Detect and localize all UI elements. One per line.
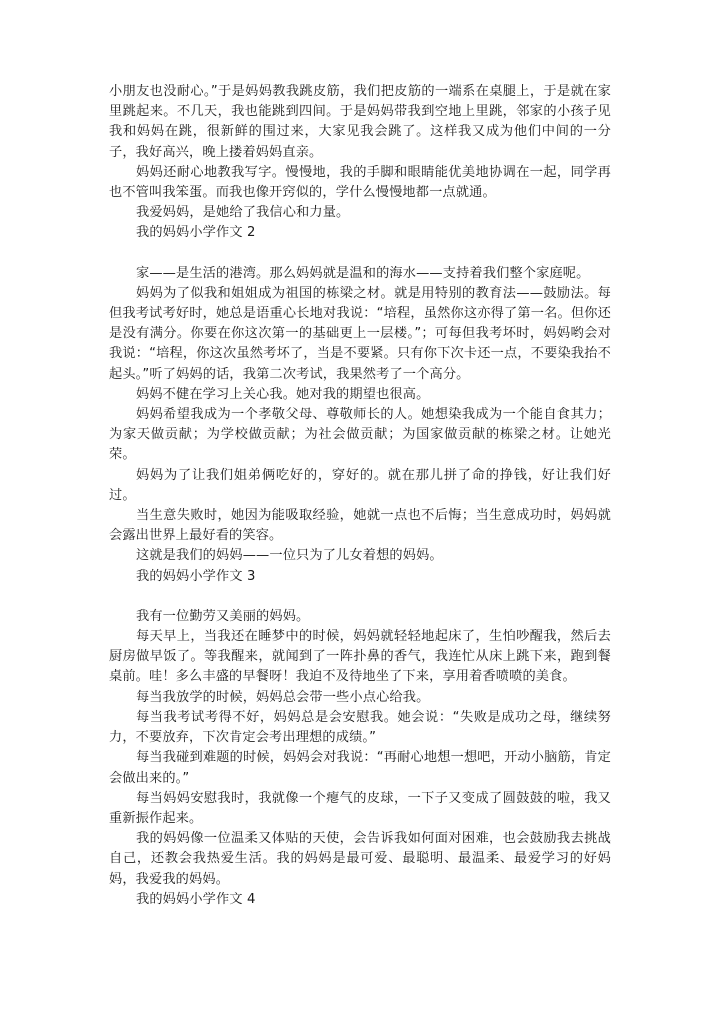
paragraph: 小朋友也没耐心。”于是妈妈教我跳皮筋，我们把皮筋的一端系在桌腿上，于是就在家里跳起来。不几天，我也能跳到四间。于是妈妈带我到空地上里跳，邻家的小孩子见我和妈妈在跳，很新鲜的围过来，大家见我会跳了。这样我又成为他们中间的一分子，我好高兴，晚上搂着妈妈直亲。 xyxy=(109,84,611,160)
section-gap xyxy=(109,244,611,264)
paragraph: 我爱妈妈，是她给了我信心和力量。 xyxy=(136,205,350,221)
paragraph: 当生意失败时，她因为能吸取经验，她就一点也不后悔；当生意成功时，妈妈就会露出世界上最好看的笑容。 xyxy=(109,508,611,544)
paragraph: 我的妈妈像一位温柔又体贴的天使，会告诉我如何面对困难，也会鼓励我去挑战自己，还教会我热爱生活。我的妈妈是最可爱、最聪明、最温柔、最爱学习的好妈妈，我爱我的妈妈。 xyxy=(109,831,611,887)
paragraph: 家——是生活的港湾。那么妈妈就是温和的海水——支持着我们整个家庭呢。 xyxy=(136,265,590,281)
paragraph: 每当我放学的时候，妈妈总会带一些小点心给我。 xyxy=(136,689,430,705)
paragraph: 妈妈还耐心地教我写字。慢慢地，我的手脚和眼睛能优美地协调在一起，同学再也不管叫我笨蛋。而我也像开窍似的，学什么慢慢地都一点就通。 xyxy=(109,164,611,201)
essay-title: 我的妈妈小学作文 4 xyxy=(136,891,256,907)
paragraph: 妈妈希望我成为一个孝敬父母、尊敬师长的人。她想染我成为一个能自食其力；为家天做贡献；为学校做贡献；为社会做贡献；为国家做贡献的栋梁之材。让她光荣。 xyxy=(109,407,611,463)
paragraph: 每当妈妈安慰我时，我就像一个瘪气的皮球，一下子又变成了圆鼓鼓的啦，我又重新振作起来。 xyxy=(109,790,611,826)
document-body xyxy=(109,82,611,910)
paragraph: 这就是我们的妈妈——一位只为了儿女着想的妈妈。 xyxy=(136,548,443,564)
essay-title: 我的妈妈小学作文 2 xyxy=(136,225,256,241)
paragraph: 每当我碰到难题的时候，妈妈会对我说：“再耐心地想一想吧，开动小脑筋，肯定会做出来的。” xyxy=(109,750,611,786)
section-gap xyxy=(109,587,611,607)
essay-title: 我的妈妈小学作文 3 xyxy=(136,568,256,584)
paragraph: 妈妈为了似我和姐姐成为祖国的栋梁之材。就是用特别的教育法——鼓励法。每但我考试考好时，她总是语重心长地对我说：“培程，虽然你这亦得了第一名。但你还是没有满分。你要在你这次第一的基础更上一层楼。”；可每但我考坏时，妈妈哟会对我说：“培程，你这次虽然考坏了，当是不要紧。只有你下次卡还一点，不要染我抬不起头。”听了妈妈的话，我第二次考试，我果然考了一个高分。 xyxy=(109,285,611,382)
paragraph: 妈妈为了让我们姐弟俩吃好的，穿好的。就在那儿拼了命的挣钱，好让我们好过。 xyxy=(109,467,611,503)
paragraph: 每当我考试考得不好，妈妈总是会安慰我。她会说：“失败是成功之母，继续努力，不要放弃，下次肯定会考出理想的成绩。” xyxy=(109,709,611,746)
paragraph: 妈妈不健在学习上关心我。她对我的期望也很高。 xyxy=(136,386,430,402)
paragraph: 每天早上，当我还在睡梦中的时候，妈妈就轻轻地起床了，生怕吵醒我，然后去厨房做早饭了。等我醒来，就闻到了一阵扑鼻的香气，我连忙从床上跳下来，跑到餐桌前。哇！多么丰盛的早餐呀！我迫不及待地坐了下来，享用着香喷喷的美食。 xyxy=(109,629,611,685)
paragraph: 我有一位勤劳又美丽的妈妈。 xyxy=(136,608,310,624)
